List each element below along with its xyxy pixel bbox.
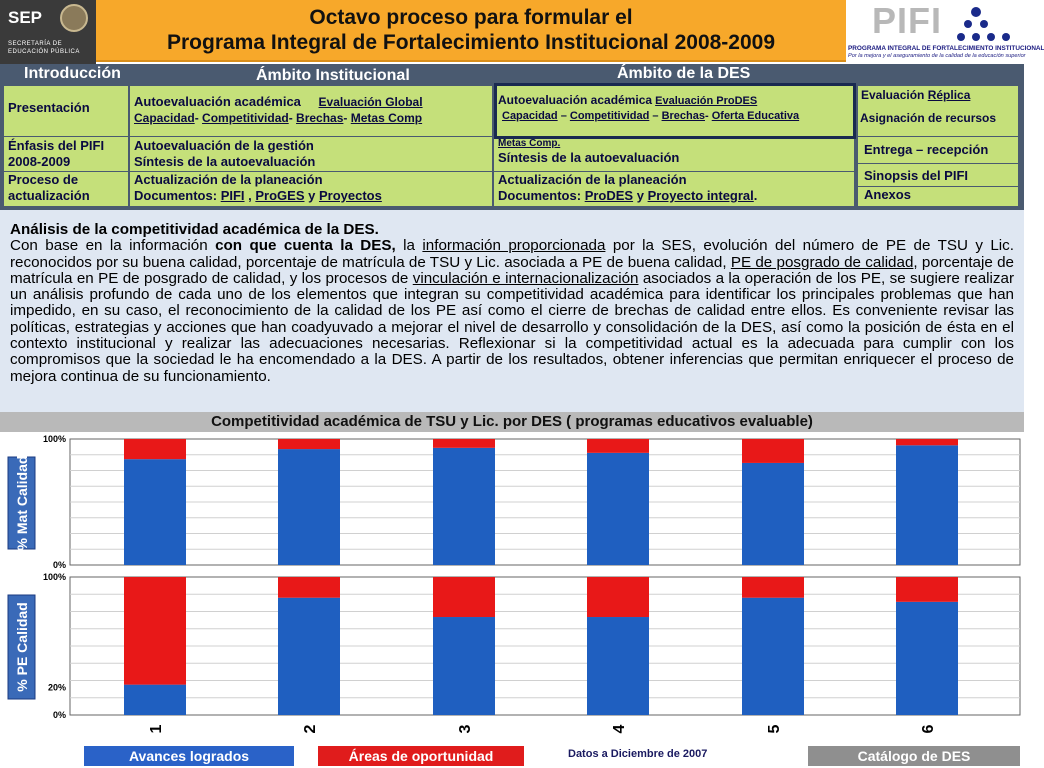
link-des-competitividad[interactable]: Competitividad xyxy=(569,110,650,122)
catalogo-des-button[interactable]: Catálogo de DES xyxy=(808,746,1020,766)
bar-2-3-s2 xyxy=(433,577,495,617)
bar-1-4-s1 xyxy=(587,453,649,565)
link-doc-proges[interactable]: ProGES xyxy=(255,188,305,203)
nav-header-institucional: Ámbito Institucional xyxy=(256,67,410,84)
avances-button[interactable]: Avances logrados xyxy=(84,746,294,766)
mexico-seal-icon xyxy=(60,4,88,32)
bar-1-6-s2 xyxy=(896,439,958,445)
bar-1-4-s2 xyxy=(587,439,649,453)
link-des-oferta[interactable]: Oferta Educativa xyxy=(711,110,800,122)
sep-logo-subtitle: SECRETARÍA DE EDUCACIÓN PÚBLICA xyxy=(8,41,80,55)
navigation-grid xyxy=(0,64,1024,210)
category-label-1: 1 xyxy=(148,724,165,734)
bar-2-4-s2 xyxy=(587,577,649,617)
title-line-2: Programa Integral de Fortalecimiento Institucional 2008-2009 xyxy=(166,31,776,54)
bar-2-6-s2 xyxy=(896,577,958,602)
analysis-heading: Análisis de la competitividad académica de la DES. xyxy=(10,221,379,238)
link-doc-pifi[interactable]: PIFI xyxy=(220,188,245,203)
analysis-paragraph: Análisis de la competitividad académica de la DES. Con base en la información con que cuenta la DES, la información proporcionada por la SES, evolución del número de PE de TSU y Lic. reconocidos por su buena calidad, porcentaje de matrícula de TSU y Lic. asociada a PE de buena calidad, PE de posgrado de calidad, porcentaje de matrícula en PE de posgrado de calidad, y los procesos de vinculación e internacionalización asociados a la operación de los PE, se sugiere realizar un análisis profundo de cada uno de los elementos que integran su competitividad académica para identificar los principales problemas que han impedido, en su caso, el reconocimiento de la calidad de los PE así como el cierre de brechas de calidad entre ellos. Es conveniente revisar las políticas, estrategias y acciones que han coadyuvado a mejorar el nivel de desarrollo y consolidación de la DES, así como la posición de ésta en el contexto institucional y realizar las adecuaciones necesarias. Reflexionar si la competitividad actual es la adecuada para cumplir con los compromisos que la sociedad le ha encomendado a la DES. A partir de los resultados, obtener inferencias que permitan enriquecer el proceso de mejora continua de su funcionamiento. xyxy=(10,221,1015,385)
nav-evaluacion xyxy=(858,86,1018,136)
bar-1-5-s2 xyxy=(742,439,804,463)
label-inst-documentos: Documentos: xyxy=(134,188,218,203)
page-title xyxy=(96,0,846,62)
bar-2-3-s1 xyxy=(433,617,495,715)
link-des-autoevaluacion[interactable]: Autoevaluación académica xyxy=(498,93,653,107)
y-tick-label: 100% xyxy=(42,572,66,582)
link-doc-prodes[interactable]: ProDES xyxy=(584,188,634,203)
bar-1-5-s1 xyxy=(742,463,804,565)
y-tick-label: 20% xyxy=(47,682,66,693)
link-des-capacidad[interactable]: Capacidad xyxy=(502,110,558,122)
y-tick-label: 0% xyxy=(52,560,66,570)
chart-title: Competitividad académica de TSU y Lic. por DES ( programas educativos evaluable) xyxy=(0,412,1024,432)
bar-2-5-s1 xyxy=(742,598,804,715)
nav-proceso-actualizacion[interactable]: Proceso de actualización xyxy=(4,172,128,206)
link-inst-brechas[interactable]: Brechas xyxy=(296,111,344,125)
nav-inst-gestion xyxy=(130,137,492,171)
bar-1-6-s1 xyxy=(896,445,958,565)
link-inst-competitividad[interactable]: Competitividad xyxy=(202,111,289,125)
title-line-1: Octavo proceso para formular el xyxy=(309,6,633,29)
nav-des-planeacion: Actualización de la planeación Documentos: ProDES y Proyecto integral. xyxy=(494,172,854,206)
nav-enfasis[interactable]: Énfasis del PIFI 2008-2009 xyxy=(4,137,128,171)
bar-2-6-s1 xyxy=(896,602,958,715)
link-asignacion-recursos[interactable]: Asignación de recursos xyxy=(860,111,997,125)
bar-1-3-s1 xyxy=(433,448,495,565)
bar-1-2-s1 xyxy=(278,449,340,565)
bar-2-2-s2 xyxy=(278,577,340,598)
pifi-logo-caption: PROGRAMA INTEGRAL DE FORTALECIMIENTO INSTITUCIONAL xyxy=(848,45,1044,52)
pifi-logo-tagline: Por la mejora y el aseguramiento de la calidad de la educación superior xyxy=(848,53,1026,59)
competitividad-chart xyxy=(0,432,1024,740)
nav-inst-autoevaluacion: Autoevaluación académica Evaluación Global Capacidad- Competitividad- Brechas- Metas Comp xyxy=(130,86,492,136)
link-inst-autoevaluacion[interactable]: Autoevaluación académica xyxy=(134,94,301,109)
analysis-text-block xyxy=(0,210,1024,412)
footer xyxy=(0,740,1024,768)
link-inst-evaluacion-global[interactable]: Evaluación Global xyxy=(318,95,423,109)
category-label-3: 3 xyxy=(457,724,474,734)
nav-header-introduccion: Introducción xyxy=(24,65,121,82)
link-doc-proyectos[interactable]: Proyectos xyxy=(318,188,382,203)
chart-area xyxy=(0,432,1024,740)
link-replica[interactable]: Réplica xyxy=(927,88,971,102)
link-des-evaluacion-prodes[interactable]: Evaluación ProDES xyxy=(655,95,758,107)
link-des-brechas[interactable]: Brechas xyxy=(661,110,705,122)
link-inst-sintesis[interactable]: Síntesis de la autoevaluación xyxy=(134,154,316,169)
link-inst-actualizacion[interactable]: Actualización de la planeación xyxy=(134,172,323,187)
sep-logo-text: SEP xyxy=(8,8,43,27)
nav-header-des: Ámbito de la DES xyxy=(617,65,751,82)
category-label-5: 5 xyxy=(766,724,783,734)
category-label-4: 4 xyxy=(611,724,628,734)
category-label-2: 2 xyxy=(302,724,319,734)
bar-1-1-s1 xyxy=(124,459,186,565)
nav-presentacion[interactable]: Presentación xyxy=(4,86,128,136)
pifi-logo xyxy=(846,0,1044,64)
pifi-logo-text: PIFI xyxy=(872,0,943,41)
link-evaluacion[interactable]: Evaluación xyxy=(861,88,925,102)
nav-anexos[interactable]: Anexos xyxy=(858,187,1018,206)
label-des-documentos: Documentos: xyxy=(498,188,582,203)
category-label-6: 6 xyxy=(920,724,937,734)
nav-des-autoevaluacion: Autoevaluación académica Evaluación ProDES Capacidad – Competitividad – Brechas- Oferta Educativa xyxy=(494,86,854,136)
link-inst-autoevaluacion-gestion[interactable]: Autoevaluación de la gestión xyxy=(134,138,314,153)
link-doc-proyecto-integral[interactable]: Proyecto integral xyxy=(647,188,754,203)
bar-1-2-s2 xyxy=(278,439,340,449)
bar-2-1-s2 xyxy=(124,577,186,685)
bar-1-3-s2 xyxy=(433,439,495,448)
areas-oportunidad-button[interactable]: Áreas de oportunidad xyxy=(318,746,524,766)
link-inst-metas[interactable]: Metas Comp xyxy=(350,111,423,125)
link-des-actualizacion[interactable]: Actualización de la planeación xyxy=(498,172,687,187)
bar-2-2-s1 xyxy=(278,598,340,715)
link-des-metas[interactable]: Metas Comp. xyxy=(498,138,561,149)
bar-1-1-s2 xyxy=(124,439,186,459)
datos-note: Datos a Diciembre de 2007 xyxy=(568,748,708,760)
bar-2-5-s2 xyxy=(742,577,804,598)
y-axis-label-1: % Mat Calidad xyxy=(14,455,30,551)
nav-des-metas xyxy=(494,137,854,171)
y-axis-label-2: % PE Calidad xyxy=(14,602,30,692)
y-tick-label: 100% xyxy=(42,434,66,444)
nav-entrega-recepcion[interactable]: Entrega – recepción xyxy=(858,137,1018,163)
link-des-sintesis[interactable]: Síntesis de la autoevaluación xyxy=(498,150,680,165)
y-tick-label: 0% xyxy=(52,710,66,720)
selected-des-highlight xyxy=(494,83,856,139)
nav-sinopsis[interactable]: Sinopsis del PIFI xyxy=(858,164,1018,186)
pifi-people-icon xyxy=(956,4,1026,44)
bar-2-1-s1 xyxy=(124,685,186,715)
bar-2-4-s1 xyxy=(587,617,649,715)
sep-logo xyxy=(0,0,96,64)
link-inst-capacidad[interactable]: Capacidad xyxy=(134,111,195,125)
nav-inst-planeacion: Actualización de la planeación Documentos: PIFI , ProGES y Proyectos xyxy=(130,172,492,206)
